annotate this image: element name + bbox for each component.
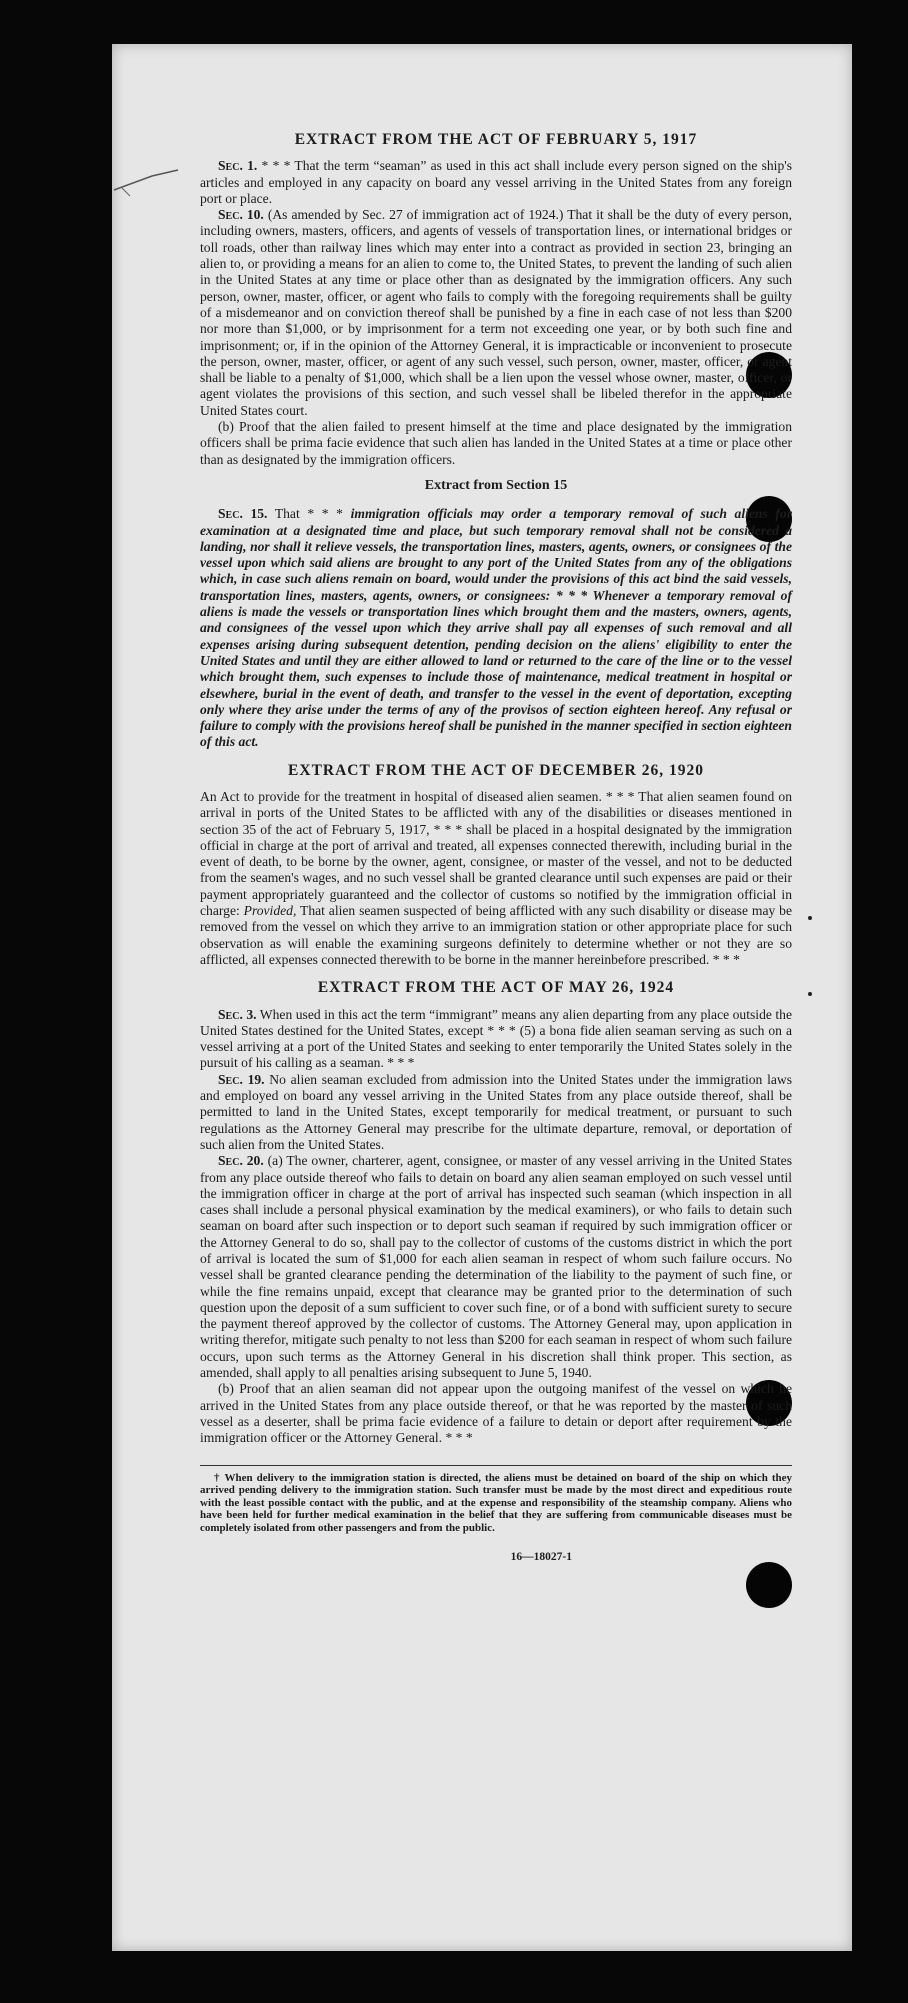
paragraph <box>200 1072 792 1153</box>
subheading: Extract from Section 15 <box>424 477 568 493</box>
section-heading: EXTRACT FROM THE ACT OF FEBRUARY 5, 1917 <box>294 131 698 148</box>
paragraph <box>200 506 792 750</box>
paragraph <box>200 1153 792 1381</box>
paragraph-text: That * * * <box>267 506 351 522</box>
footnote <box>200 1472 792 1535</box>
paragraph-text: * * * That the term “seaman” as used in this act shall include every person signed on the ship's articles and employed in any capacity on board any vessel arriving in the United States from any foreign port or place. <box>200 158 792 206</box>
document-body <box>200 132 792 1565</box>
section-heading: EXTRACT FROM THE ACT OF DECEMBER 26, 1920 <box>288 761 704 779</box>
paragraph-text: (As amended by Sec. 27 of immigration act of 1924.) That it shall be the duty of every person, including owners, masters, officers, and agents of vessels of transportation lines, or international bridges or toll roads, other than railway lines which may enter into a contract as provided in section 23, bringing an alien to, or providing a means for an alien to come to, the United States, to prevent the landing of such alien in the United States at any time or place other than as designated by the immigration officers. Any such person, owner, master, officer, or agent who fails to comply with the foregoing requirements shall be guilty of a misdemeanor and on conviction thereof shall be punished by a fine in each case of not less than $200 nor more than $1,000, or by imprisonment for a term not exceeding one year, or by both such fine and imprisonment; or, if in the opinion of the Attorney General, it is impracticable or inconvenient to prosecute the person, owner, master, officer, or agent of any such vessel, such person, owner, master, officer, or agent shall be liable to a penalty of $1,000, which shall be a lien upon the vessel whose owner, master, officer, or agent violates the provisions of this section, and such vessel shall be libeled therefor in the appropriate United States court. <box>200 207 792 418</box>
section-number: Sec. 1. <box>218 158 258 174</box>
paragraph: (b) Proof that an alien seaman did not appear upon the outgoing manifest of the vessel on which he arrived in the United States from any place outside thereof, or that he was reported by the master of such vessel as a deserter, shall be prima facie evidence of a failure to detain or deport after requirement by the immigration officer or the Attorney General. * * * <box>200 1381 792 1446</box>
paragraph-text: When used in this act the term “immigrant” means any alien departing from any place outside the United States destined for the United States, except * * * (5) a bona fide alien seaman serving as such on a vessel arriving at a port of the United States and seeking to enter temporarily the United States solely in the pursuit of his calling as a seaman. * * * <box>200 1006 792 1071</box>
section-heading: EXTRACT FROM THE ACT OF MAY 26, 1924 <box>317 979 675 997</box>
section-number: Sec. 3. <box>218 1006 257 1022</box>
paragraph-text: That alien seamen suspected of being afflicted with any such disability or disease may be removed from the vessel on which they arrive to an immigration station or other appropriate place for such observation as will enable the examining surgeons definitely to determine whether or not they are so afflicted, all expenses connected therewith to be borne in the manner hereinbefore prescribed. * * * <box>200 903 792 967</box>
form-number: 16—18027-1 <box>510 1550 572 1563</box>
paragraph-text: An Act to provide for the treatment in hospital of diseased alien seamen. * * * That alien seamen found on arrival in ports of the United States to be afflicted with any of the disabilities or diseases mentioned in section 35 of the act of February 5, 1917, * * * shall be placed in a hospital designated by the immigration official in charge at the port of arrival and treated, all expenses connected therewith, including burial in the event of death, to be borne by the owner, agent, consignee, or master of the vessel, and not to be deducted from the seamen's wages, and no such vessel shall be granted clearance until such expenses are paid or their payment appropriately guaranteed and the collector of customs so notified by the immigration official in charge: <box>200 788 792 919</box>
paragraph-text-italic: Provided, <box>243 903 297 919</box>
footnote-divider <box>200 1465 792 1466</box>
paragraph <box>200 789 792 968</box>
paragraph: (b) Proof that the alien failed to present himself at the time and place designated by the immigration officers shall be prima facie evidence that such alien has landed in the United States at a time or place other than as designated by the immigration officers. <box>200 419 792 467</box>
punch-hole <box>746 1562 792 1608</box>
section-number: Sec. 19. <box>218 1071 265 1087</box>
section-number: Sec. 15. <box>218 506 268 522</box>
section-number: Sec. 10. <box>218 207 264 223</box>
paragraph <box>200 207 792 419</box>
paragraph-text: No alien seaman excluded from admission into the United States under the immigration laws and employed on board any vessel arriving in the United States from any place outside thereof, shall be permitted to land in the United States, except temporarily for medical treatment, or pursuant to such regulations as the Attorney General may prescribe for the ultimate departure, removal, or deportation of such alien from the United States. <box>200 1071 792 1152</box>
ink-dot <box>808 916 812 920</box>
paragraph-text-italic: immigration officials may order a temporary removal of such aliens for examination at a designated time and place, but such temporary removal shall not be considered a landing, nor shall it relieve vessels, the transportation lines, masters, agents, owners, or consignees of the vessel upon which said aliens are brought to any port of the United States from any of the obligations which, in case such aliens remain on board, would under the provisions of this act bind the said vessels, transportation lines, masters, agents, owners, or consignees: * * * Whenever a temporary removal of aliens is made the vessels or transportation lines which brought them and the masters, owners, agents, and consignees of the vessel upon which they arrive shall pay all expenses of such removal and all expenses arising during subsequent detention, pending decision on the aliens' eligibility to enter the United States and until they are either allowed to land or returned to the care of the line or to the vessel which brought them, such expenses to include those of maintenance, medical treatment in hospital or elsewhere, burial in the event of death, and transfer to the vessel in the event of deportation, excepting only where they arise under the terms of any of the provisos of section eighteen hereof. Any refusal or failure to comply with the provisions hereof shall be punished in the manner specified in section eighteen of this act. <box>200 506 792 750</box>
pencil-mark <box>112 162 182 202</box>
ink-dot <box>808 992 812 996</box>
footnote-text: † When delivery to the immigration station is directed, the aliens must be detained on board of the ship on which they arrived pending delivery to the immigration station. Such transfer must be made by the most direct and expeditious route with the least possible contact with the public, and at the expense and responsibility of the steamship company. Aliens who have been held for further medical examination in the belief that they are suffering from communicable diseases must be completely isolated from other passengers and from the public. <box>200 1471 792 1534</box>
section-number: Sec. 20. <box>218 1153 264 1169</box>
paragraph <box>200 158 792 207</box>
paragraph-text: (a) The owner, charterer, agent, consignee, or master of any vessel arriving in the United States from any place outside thereof who fails to detain on board any alien seaman employed on such vessel until the immigration officer in charge at the port of arrival has inspected such seaman (which inspection in all cases shall include a personal physical examination by the medical examiners), or who fails to detain such seaman on board after such inspection or to deport such seaman if required by such immigration officer or the Attorney General to do so, shall pay to the collector of customs of the customs district in which the port of arrival is located the sum of $1,000 for each alien seaman in respect of whom such failure occurs. No vessel shall be granted clearance pending the determination of the liability to the payment of such fine, or while the fine remains unpaid, except that clearance may be granted prior to the determination of such question upon the deposit of a sum sufficient to cover such fine, or of a bond with sufficient surety to secure the payment thereof approved by the collector of customs. The Attorney General may, upon application in writing therefor, mitigate such penalty to not less than $200 for each seaman in respect of whom such failure occurs, upon such terms as the Attorney General in his discretion shall think proper. This section, as amended, shall apply to all penalties arising subsequent to June 5, 1940. <box>200 1153 792 1381</box>
document-page <box>112 44 852 1951</box>
paragraph <box>200 1007 792 1072</box>
